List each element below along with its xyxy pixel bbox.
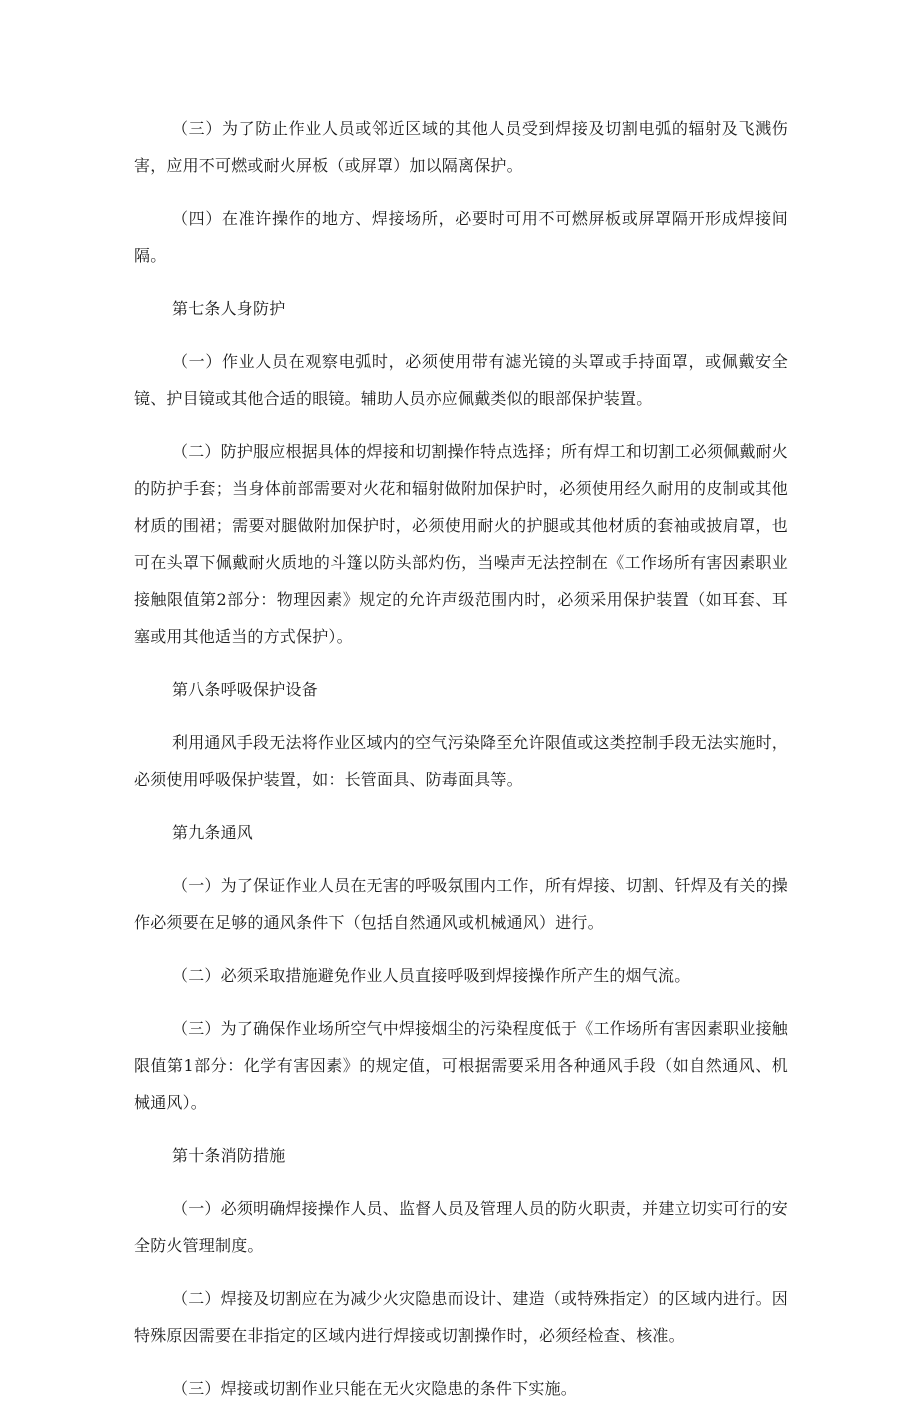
section-heading: 第九条通风 bbox=[172, 823, 254, 842]
paragraph: 利用通风手段无法将作业区域内的空气污染降至允许限值或这类控制手段无法实施时，必须使用呼吸保护装置，如：长管面具、防毒面具等。 bbox=[134, 733, 788, 789]
paragraph: （二）防护服应根据具体的焊接和切割操作特点选择；所有焊工和切割工必须佩戴耐火的防护手套；当身体前部需要对火花和辐射做附加保护时，必须使用经久耐用的皮制或其他材质的围裙；需要对腿做附加保护时，必须使用耐火的护腿或其他材质的套袖或披肩罩，也可在头罩下佩戴耐火质地的斗篷以防头部灼伤，当噪声无法控制在《工作场所有害因素职业接触限值第2部分：物理因素》规定的允许声级范围内时，必须采用保护装置（如耳套、耳塞或用其他适当的方式保护）。 bbox=[134, 442, 788, 646]
paragraph: （二）必须采取措施避免作业人员直接呼吸到焊接操作所产生的烟气流。 bbox=[172, 966, 691, 985]
paragraph: （三）焊接或切割作业只能在无火灾隐患的条件下实施。 bbox=[172, 1379, 578, 1398]
section-heading: 第七条人身防护 bbox=[172, 299, 286, 318]
paragraph: （四）在准许操作的地方、焊接场所，必要时可用不可燃屏板或屏罩隔开形成焊接间隔。 bbox=[134, 209, 788, 265]
paragraph: （一）必须明确焊接操作人员、监督人员及管理人员的防火职责，并建立切实可行的安全防火管理制度。 bbox=[134, 1199, 788, 1255]
document-body bbox=[134, 110, 788, 1423]
paragraph: （二）焊接及切割应在为减少火灾隐患而设计、建造（或特殊指定）的区域内进行。因特殊原因需要在非指定的区域内进行焊接或切割操作时，必须经检查、核准。 bbox=[134, 1289, 788, 1345]
paragraph: （一）作业人员在观察电弧时，必须使用带有滤光镜的头罩或手持面罩，或佩戴安全镜、护目镜或其他合适的眼镜。辅助人员亦应佩戴类似的眼部保护装置。 bbox=[134, 352, 788, 408]
paragraph: （三）为了防止作业人员或邻近区域的其他人员受到焊接及切割电弧的辐射及飞溅伤害，应用不可燃或耐火屏板（或屏罩）加以隔离保护。 bbox=[134, 119, 788, 175]
paragraph: （一）为了保证作业人员在无害的呼吸氛围内工作，所有焊接、切割、钎焊及有关的操作必须要在足够的通风条件下（包括自然通风或机械通风）进行。 bbox=[134, 876, 788, 932]
section-heading: 第八条呼吸保护设备 bbox=[172, 680, 318, 699]
section-heading: 第十条消防措施 bbox=[172, 1146, 286, 1165]
paragraph: （三）为了确保作业场所空气中焊接烟尘的污染程度低于《工作场所有害因素职业接触限值第1部分：化学有害因素》的规定值，可根据需要采用各种通风手段（如自然通风、机械通风）。 bbox=[134, 1019, 788, 1112]
